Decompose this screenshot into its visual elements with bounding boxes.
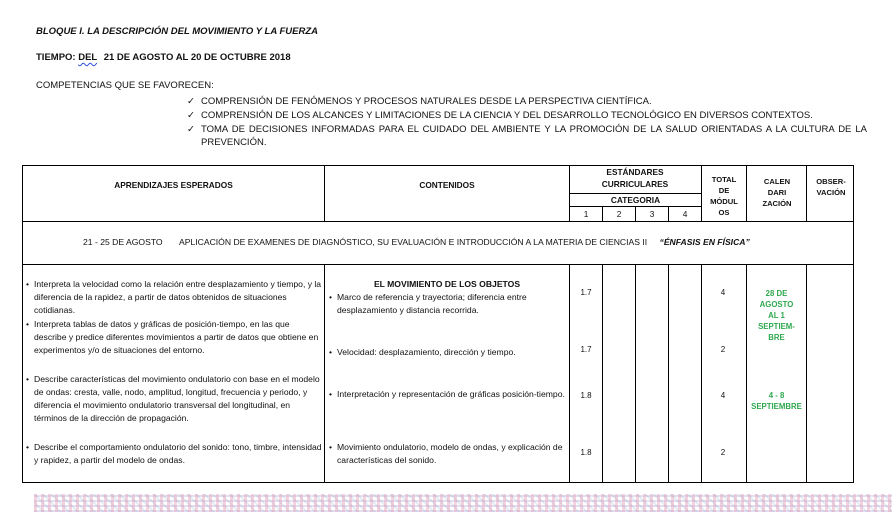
- aprendizaje-item: [26, 278, 322, 317]
- competencias-label: COMPETENCIAS QUE SE FAVORECEN:: [36, 80, 214, 91]
- header-contenidos: CONTENIDOS: [419, 180, 475, 190]
- decorative-footer-band: [34, 494, 892, 512]
- bullet-icon: •: [26, 374, 30, 384]
- tiempo-del: DEL: [78, 52, 98, 63]
- cat-num: 2: [616, 209, 622, 219]
- bullet-icon: •: [26, 279, 30, 289]
- contenidos-title: EL MOVIMIENTO DE LOS OBJETOS: [373, 279, 521, 289]
- header-estandares: ESTÁNDARES CURRICULARES: [601, 167, 669, 189]
- modulos-value: 2: [720, 448, 726, 457]
- cat-num: 3: [649, 209, 655, 219]
- contenido-text: Movimiento ondulatorio, modelo de ondas, y explicación de características del sonido.: [337, 442, 563, 465]
- week-emphasis: “ÉNFASIS EN FÍSICA”: [659, 237, 750, 247]
- categoria-value: 1.8: [580, 391, 592, 400]
- contenido-text: Interpretación y representación de gráficas posición-tiempo.: [337, 389, 565, 399]
- bullet-icon: •: [26, 442, 30, 452]
- header-calendarizacion: CALEN DARI ZACIÓN: [762, 177, 792, 208]
- contenido-item: [329, 388, 565, 401]
- week-dates: 21 - 25 DE AGOSTO: [83, 237, 163, 247]
- competencia-text: TOMA DE DECISIONES INFORMADAS PARA EL CUIDADO DEL AMBIENTE Y LA PROMOCIÓN DE LA SALUD ORIENTADAS A LA CULTURA DE LA PREVENCIÓN.: [201, 124, 867, 148]
- calendar-line: SEPTIEMBRE: [751, 402, 802, 411]
- contenido-item: [329, 346, 565, 359]
- bullet-icon: •: [26, 319, 30, 329]
- cat-num: 4: [682, 209, 688, 219]
- competencia-text: COMPRENSIÓN DE FENÓMENOS Y PROCESOS NATURALES DESDE LA PERSPECTIVA CIENTÍFICA.: [201, 96, 652, 107]
- bullet-icon: •: [329, 347, 333, 357]
- modulos-value: 2: [720, 345, 726, 354]
- competencia-item: [187, 123, 867, 149]
- calendar-entry: [747, 390, 806, 412]
- calendar-entry: [747, 288, 806, 343]
- cat-num: 1: [583, 209, 589, 219]
- aprendizaje-text: Describe características del movimiento ondulatorio con base en el modelo de ondas: cresta, valle, nodo, amplitud, longitud, frecuencia y periodo, y diferencia el movimiento ondulatorio transversal del longitudinal, en términos de la dirección de propagación.: [34, 374, 320, 423]
- bloque-title: BLOQUE I. LA DESCRIPCIÓN DEL MOVIMIENTO Y LA FUERZA: [36, 26, 319, 37]
- aprendizaje-item: [26, 373, 322, 425]
- calendar-line: BRE: [768, 333, 785, 342]
- header-observacion: OBSER- VACIÓN: [816, 177, 846, 197]
- competencia-item: [187, 95, 867, 108]
- header-categoria: CATEGORIA: [610, 195, 661, 205]
- calendar-line: 4 - 8: [768, 391, 785, 400]
- aprendizaje-text: Interpreta la velocidad como la relación entre desplazamiento y tiempo, y la diferencia de la rapidez, a partir de datos obtenidos de situaciones cotidianas.: [34, 279, 322, 315]
- contenido-text: Velocidad: desplazamiento, dirección y tiempo.: [337, 347, 516, 357]
- check-icon: ✓: [187, 124, 195, 135]
- calendar-line: AL 1: [768, 311, 785, 320]
- modulos-value: 4: [720, 288, 726, 297]
- header-aprendizajes: APRENDIZAJES ESPERADOS: [114, 180, 233, 190]
- bullet-icon: •: [329, 442, 333, 452]
- aprendizaje-item: [26, 441, 322, 467]
- calendar-line: 28 DE: [765, 289, 788, 298]
- calendar-line: AGOSTO: [759, 300, 794, 309]
- contenido-item: [329, 441, 565, 467]
- aprendizaje-text: Interpreta tablas de datos y gráficas de posición-tiempo, en las que describe y predice diferentes movimientos a partir de datos que obtiene en experimentos y/o de situaciones del entorno.: [34, 319, 319, 355]
- contenido-text: Marco de referencia y trayectoria; diferencia entre desplazamiento y distancia recorrida.: [337, 292, 527, 315]
- categoria-value: 1.7: [580, 345, 592, 354]
- week-text: APLICACIÓN DE EXAMENES DE DIAGNÓSTICO, SU EVALUACIÓN E INTRODUCCIÓN A LA MATERIA DE CIENCIAS II: [179, 237, 648, 247]
- week-row: [83, 237, 750, 247]
- tiempo-range: 21 DE AGOSTO AL 20 DE OCTUBRE 2018: [103, 52, 291, 63]
- aprendizaje-text: Describe el comportamiento ondulatorio del sonido: tono, timbre, intensidad y rapidez, a partir del modelo de ondas.: [34, 442, 322, 465]
- check-icon: ✓: [187, 110, 195, 121]
- modulos-value: 4: [720, 391, 726, 400]
- competencia-item: [187, 109, 867, 122]
- competencia-text: COMPRENSIÓN DE LOS ALCANCES Y LIMITACIONES DE LA CIENCIA Y DEL DESARROLLO TECNOLÓGICO EN DIVERSOS CONTEXTOS.: [201, 110, 813, 121]
- categoria-value: 1.8: [580, 448, 592, 457]
- calendar-line: SEPTIEM-: [758, 322, 795, 331]
- check-icon: ✓: [187, 96, 195, 107]
- tiempo-line: [36, 52, 291, 63]
- bullet-icon: •: [329, 292, 333, 302]
- contenido-item: [329, 291, 565, 317]
- tiempo-label: TIEMPO:: [36, 52, 76, 63]
- categoria-value: 1.7: [580, 288, 592, 297]
- header-total-modulos: TOTAL DE MÓDUL OS: [710, 175, 738, 217]
- aprendizaje-item: [26, 318, 322, 357]
- bullet-icon: •: [329, 389, 333, 399]
